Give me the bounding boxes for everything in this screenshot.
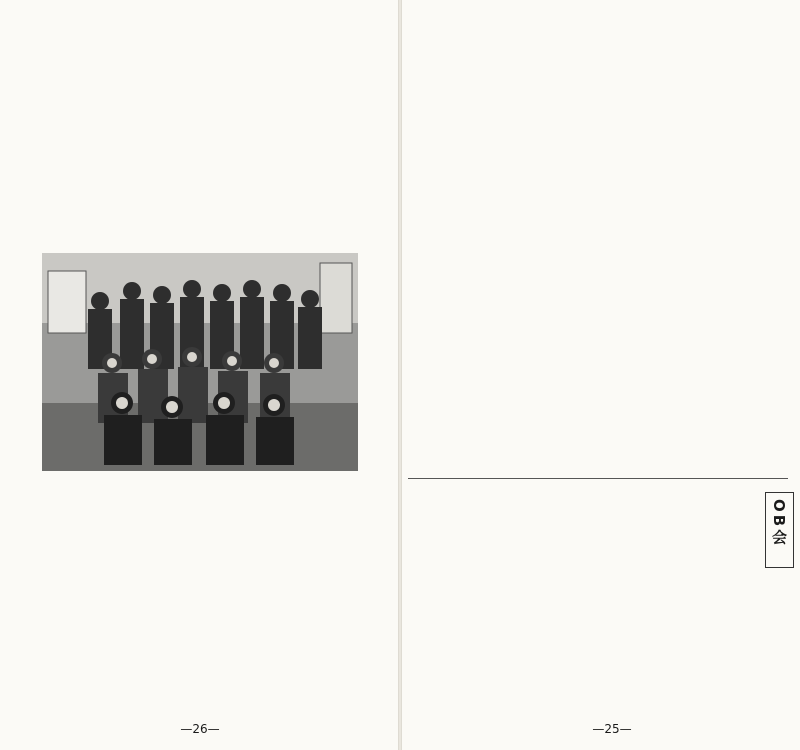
page-number-26: —26— [180,722,220,736]
page-26 [0,0,398,750]
class-report-a [444,256,764,478]
activity-text-bottom [40,480,356,716]
prev-article-conclusion [544,8,644,244]
closing-text-top [238,8,356,244]
section-divider [408,478,788,479]
ob-title [702,492,762,712]
exhibition-report-top [38,8,228,244]
page-25 [402,0,800,750]
group-photo [42,253,358,471]
ob-body [414,492,696,718]
page-number-25: —25— [592,722,632,736]
prev-article-continuation [644,8,774,244]
ob-section-header: OB会 [765,492,794,568]
group-photo-illustration [42,253,358,471]
